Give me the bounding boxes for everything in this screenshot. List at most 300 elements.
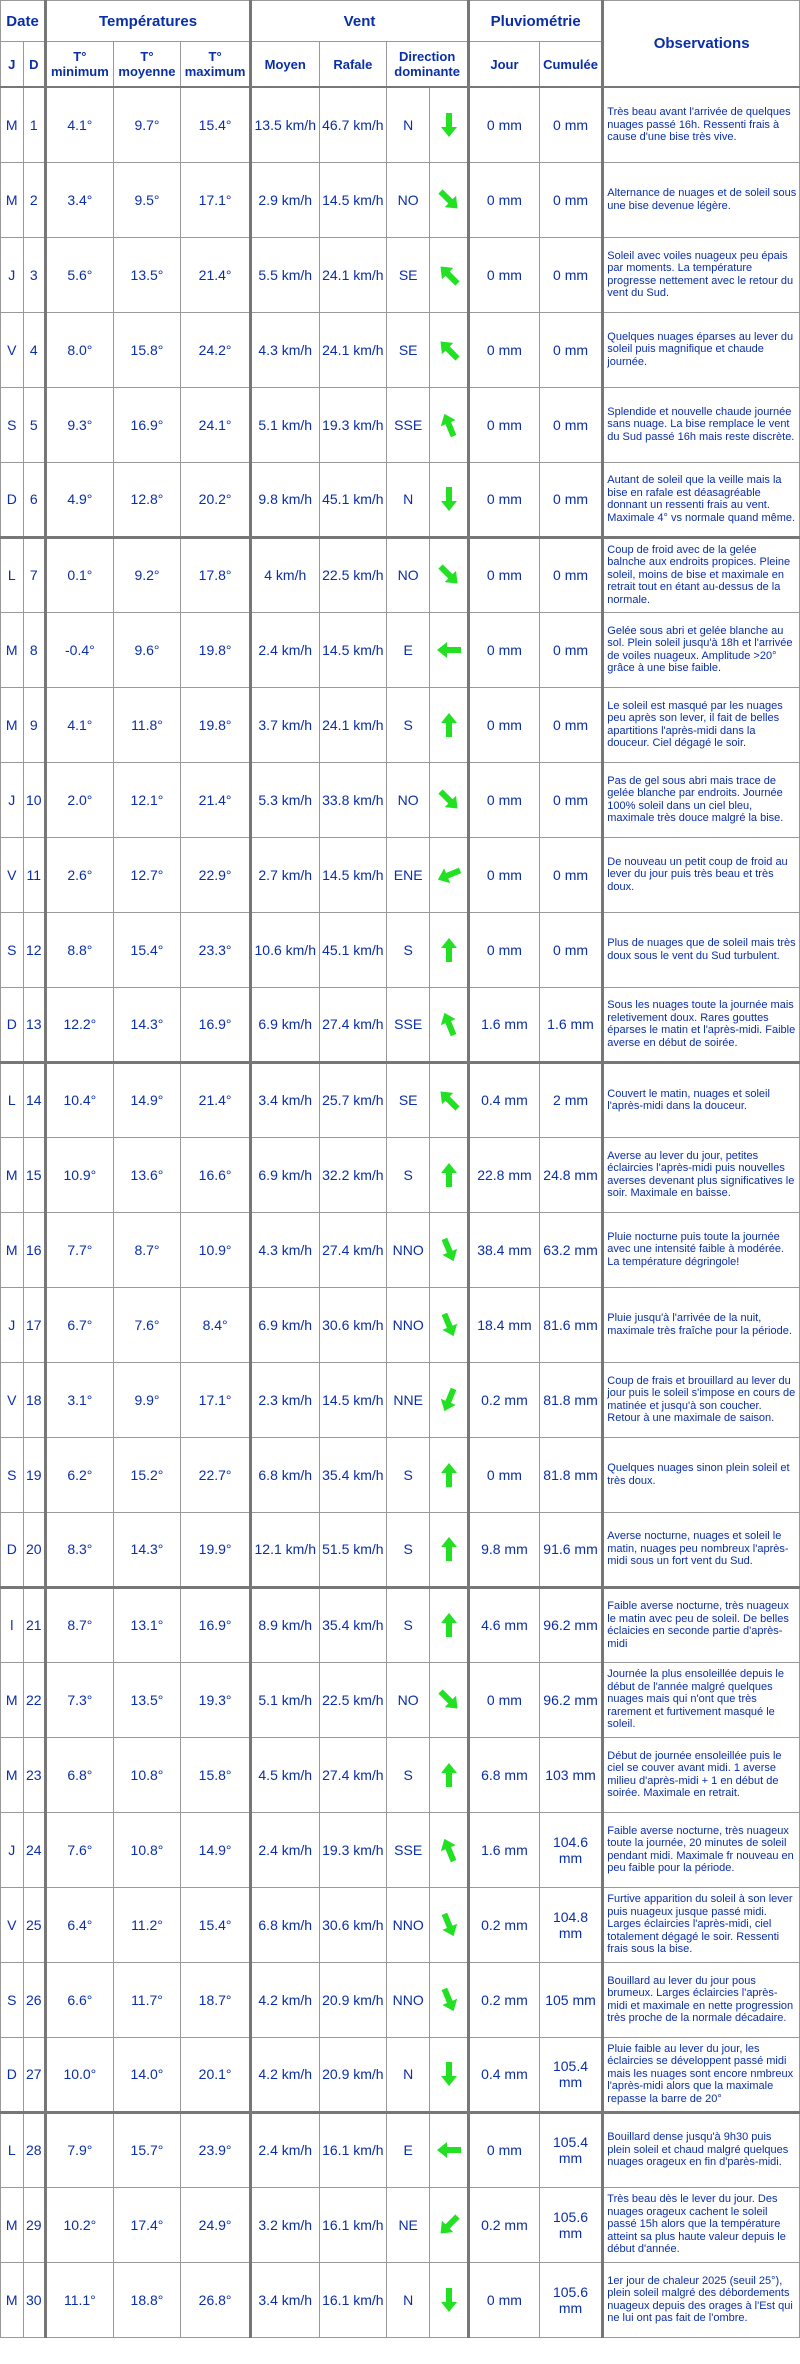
day-letter: V — [1, 1887, 24, 1962]
wind-arrow-icon — [430, 837, 469, 912]
temp-max: 20.2° — [181, 462, 251, 537]
wind-arrow-icon — [430, 387, 469, 462]
wind-direction: NE — [387, 2187, 430, 2262]
day-letter: J — [1, 237, 24, 312]
wind-arrow-icon — [430, 1962, 469, 2037]
temp-max: 19.8° — [181, 612, 251, 687]
observation — [603, 162, 800, 237]
table-row — [1, 312, 800, 387]
observation — [603, 1137, 800, 1212]
wind-mean: 4.2 km/h — [250, 1962, 319, 2037]
day-number: 29 — [23, 2187, 46, 2262]
observation — [603, 1587, 800, 1662]
day-number: 20 — [23, 1512, 46, 1587]
table-row — [1, 1137, 800, 1212]
wind-direction: SSE — [387, 387, 430, 462]
day-letter: L — [1, 2112, 24, 2187]
day-letter: D — [1, 1512, 24, 1587]
temp-max: 16.6° — [181, 1137, 251, 1212]
header-pluie-cumulee: Cumulée — [539, 42, 603, 88]
header-jour-mois: D — [23, 42, 46, 88]
wind-direction: NO — [387, 162, 430, 237]
temp-moy: 9.6° — [113, 612, 181, 687]
header-temperatures: Températures — [46, 1, 251, 42]
temp-moy: 9.2° — [113, 537, 181, 612]
header-jour-semaine: J — [1, 42, 24, 88]
day-number: 30 — [23, 2262, 46, 2337]
temp-min: 3.4° — [46, 162, 114, 237]
wind-direction: S — [387, 1437, 430, 1512]
table-row — [1, 1737, 800, 1812]
wind-arrow-icon — [430, 537, 469, 612]
observation-text: Autant de soleil que la veille mais la bise en rafale est déasagréable donnant un ressenti frais au vent. Maximale 4° vs normale quand même. — [607, 474, 796, 524]
rain-cumul: 96.2 mm — [539, 1662, 603, 1737]
day-number: 22 — [23, 1662, 46, 1737]
wind-direction: N — [387, 462, 430, 537]
wind-mean: 5.3 km/h — [250, 762, 319, 837]
header-observations: Observations — [603, 1, 800, 88]
temp-max: 8.4° — [181, 1287, 251, 1362]
header-vent: Vent — [250, 1, 468, 42]
wind-mean: 3.2 km/h — [250, 2187, 319, 2262]
observation — [603, 2112, 800, 2187]
observation-text: Couvert le matin, nuages et soleil l'après-midi dans la douceur. — [607, 1087, 770, 1112]
wind-arrow-icon — [430, 237, 469, 312]
wind-direction: NO — [387, 537, 430, 612]
temp-min: 8.3° — [46, 1512, 114, 1587]
table-row — [1, 1362, 800, 1437]
observation — [603, 1662, 800, 1737]
temp-max: 16.9° — [181, 987, 251, 1062]
observation — [603, 1512, 800, 1587]
temp-moy: 13.1° — [113, 1587, 181, 1662]
wind-arrow-icon — [430, 312, 469, 387]
temp-max: 18.7° — [181, 1962, 251, 2037]
wind-mean: 5.1 km/h — [250, 1662, 319, 1737]
temp-min: 8.0° — [46, 312, 114, 387]
observation — [603, 87, 800, 162]
observation — [603, 462, 800, 537]
header-tmax: T° maximum — [181, 42, 251, 88]
temp-moy: 11.8° — [113, 687, 181, 762]
observation — [603, 1212, 800, 1287]
wind-arrow-icon — [430, 162, 469, 237]
rain-day: 0 mm — [469, 912, 540, 987]
rain-cumul: 105 mm — [539, 1962, 603, 2037]
rain-day: 0 mm — [469, 162, 540, 237]
wind-mean: 10.6 km/h — [250, 912, 319, 987]
temp-min: 0.1° — [46, 537, 114, 612]
wind-arrow-icon — [430, 1062, 469, 1137]
temp-min: 5.6° — [46, 237, 114, 312]
wind-gust: 16.1 km/h — [319, 2262, 387, 2337]
temp-max: 22.7° — [181, 1437, 251, 1512]
wind-arrow-icon — [435, 2211, 463, 2239]
observation — [603, 237, 800, 312]
wind-arrow-icon — [435, 561, 463, 589]
wind-gust: 30.6 km/h — [319, 1887, 387, 1962]
wind-gust: 14.5 km/h — [319, 162, 387, 237]
rain-day: 0 mm — [469, 1662, 540, 1737]
wind-direction: SE — [387, 237, 430, 312]
temp-moy: 9.5° — [113, 162, 181, 237]
wind-arrow-icon — [435, 1010, 463, 1038]
observation — [603, 387, 800, 462]
rain-day: 0.4 mm — [469, 2037, 540, 2112]
temp-max: 19.3° — [181, 1662, 251, 1737]
wind-arrow-icon — [430, 1887, 469, 1962]
wind-direction: SSE — [387, 987, 430, 1062]
observation — [603, 1437, 800, 1512]
table-row — [1, 687, 800, 762]
day-number: 27 — [23, 2037, 46, 2112]
header-direction: Direction dominante — [387, 42, 469, 88]
wind-arrow-icon — [435, 1386, 463, 1414]
wind-direction: S — [387, 1512, 430, 1587]
temp-min: 10.0° — [46, 2037, 114, 2112]
temp-moy: 18.8° — [113, 2262, 181, 2337]
wind-mean: 12.1 km/h — [250, 1512, 319, 1587]
rain-cumul: 1.6 mm — [539, 987, 603, 1062]
day-letter: V — [1, 312, 24, 387]
temp-moy: 12.7° — [113, 837, 181, 912]
rain-cumul: 0 mm — [539, 537, 603, 612]
wind-direction: NO — [387, 762, 430, 837]
wind-mean: 2.9 km/h — [250, 162, 319, 237]
temp-max: 20.1° — [181, 2037, 251, 2112]
wind-direction: S — [387, 1737, 430, 1812]
temp-min: 6.4° — [46, 1887, 114, 1962]
temp-min: 6.6° — [46, 1962, 114, 2037]
wind-gust: 14.5 km/h — [319, 612, 387, 687]
wind-arrow-icon — [435, 1311, 463, 1339]
wind-gust: 19.3 km/h — [319, 387, 387, 462]
day-letter: l — [1, 1587, 24, 1662]
wind-gust: 35.4 km/h — [319, 1587, 387, 1662]
wind-direction: NNO — [387, 1212, 430, 1287]
rain-day: 38.4 mm — [469, 1212, 540, 1287]
wind-gust: 14.5 km/h — [319, 1362, 387, 1437]
observation — [603, 912, 800, 987]
day-letter: S — [1, 1437, 24, 1512]
temp-max: 21.4° — [181, 1062, 251, 1137]
rain-cumul: 81.6 mm — [539, 1287, 603, 1362]
wind-arrow-icon — [435, 786, 463, 814]
wind-arrow-icon — [435, 1236, 463, 1264]
rain-cumul: 2 mm — [539, 1062, 603, 1137]
temp-moy: 12.8° — [113, 462, 181, 537]
rain-day: 0 mm — [469, 612, 540, 687]
wind-gust: 16.1 km/h — [319, 2112, 387, 2187]
wind-arrow-icon — [430, 2037, 469, 2112]
wind-direction: SE — [387, 1062, 430, 1137]
temp-moy: 13.5° — [113, 1662, 181, 1737]
observation-text: Soleil avec voiles nuageux peu épais par moments. La température progresse nettement avec le retour du vent du Sud. — [607, 249, 794, 299]
wind-gust: 30.6 km/h — [319, 1287, 387, 1362]
table-row — [1, 2112, 800, 2187]
day-letter: J — [1, 762, 24, 837]
wind-gust: 45.1 km/h — [319, 462, 387, 537]
day-letter: M — [1, 162, 24, 237]
day-number: 23 — [23, 1737, 46, 1812]
temp-max: 26.8° — [181, 2262, 251, 2337]
wind-direction: NNO — [387, 1287, 430, 1362]
rain-day: 0.2 mm — [469, 1962, 540, 2037]
table-row — [1, 1437, 800, 1512]
day-number: 13 — [23, 987, 46, 1062]
table-row — [1, 612, 800, 687]
observation-text: Quelques nuages sinon plein soleil et très doux. — [607, 1462, 790, 1487]
observation-text: Pluie faible au lever du jour, les éclaircies se développent passé midi mais les nuages sont encore nmbreux l'après-midi alors que la maximale repasse la barre de 20° — [607, 2042, 794, 2105]
table-row — [1, 1212, 800, 1287]
temp-min: 10.4° — [46, 1062, 114, 1137]
wind-gust: 27.4 km/h — [319, 987, 387, 1062]
rain-day: 0.2 mm — [469, 2187, 540, 2262]
header-pluviometrie: Pluviométrie — [469, 1, 603, 42]
temp-min: 8.7° — [46, 1587, 114, 1662]
wind-mean: 13.5 km/h — [250, 87, 319, 162]
wind-direction: S — [387, 1587, 430, 1662]
temp-moy: 12.1° — [113, 762, 181, 837]
wind-gust: 22.5 km/h — [319, 1662, 387, 1737]
temp-moy: 13.5° — [113, 237, 181, 312]
rain-day: 0 mm — [469, 87, 540, 162]
temp-min: 6.8° — [46, 1737, 114, 1812]
observation — [603, 612, 800, 687]
wind-arrow-icon — [430, 1812, 469, 1887]
observation-text: Bouillard dense jusqu'à 9h30 puis plein soleil et chaud malgré quelques nuages orageux en fin d'parès-midi. — [607, 2131, 789, 2169]
observation-text: Averse nocturne, nuages et soleil le matin, nuages peu nombreux l'après-midi sous un fort vent du Sud. — [607, 1530, 789, 1568]
table-row — [1, 1587, 800, 1662]
observation-text: Plus de nuages que de soleil mais très doux sous le vent du Sud turbulent. — [607, 937, 796, 962]
wind-mean: 2.4 km/h — [250, 1812, 319, 1887]
day-number: 4 — [23, 312, 46, 387]
wind-arrow-icon — [435, 261, 463, 289]
table-row — [1, 2187, 800, 2262]
observation-text: Quelques nuages éparses au lever du soleil puis magnifique et chaude journée. — [607, 330, 794, 368]
observation-text: Gelée sous abri et gelée blanche au sol. Plein soleil jusqu'à 18h et l'arrivée de voiles nuageux. Amplitude >20° grâce à une bise faible. — [607, 624, 793, 674]
day-number: 18 — [23, 1362, 46, 1437]
temp-min: 7.9° — [46, 2112, 114, 2187]
day-letter: V — [1, 837, 24, 912]
rain-cumul: 0 mm — [539, 762, 603, 837]
observation — [603, 1737, 800, 1812]
wind-arrow-icon — [435, 111, 463, 139]
day-letter: S — [1, 1962, 24, 2037]
rain-day: 0 mm — [469, 762, 540, 837]
day-letter: M — [1, 687, 24, 762]
temp-max: 23.3° — [181, 912, 251, 987]
wind-arrow-icon — [435, 1086, 463, 1114]
temp-max: 19.8° — [181, 687, 251, 762]
rain-cumul: 104.6 mm — [539, 1812, 603, 1887]
rain-day: 0 mm — [469, 537, 540, 612]
day-letter: M — [1, 1737, 24, 1812]
table-row — [1, 1062, 800, 1137]
header-tmin: T° minimum — [46, 42, 114, 88]
observation-text: Coup de frais et brouillard au lever du jour puis le soleil s'impose en cours de matinée et jusqu'à son coucher. Retour à une maximale de saison. — [607, 1374, 796, 1424]
observation — [603, 1962, 800, 2037]
wind-gust: 24.1 km/h — [319, 237, 387, 312]
temp-moy: 10.8° — [113, 1737, 181, 1812]
wind-gust: 14.5 km/h — [319, 837, 387, 912]
wind-mean: 2.3 km/h — [250, 1362, 319, 1437]
day-letter: D — [1, 987, 24, 1062]
temp-moy: 17.4° — [113, 2187, 181, 2262]
wind-arrow-icon — [435, 1461, 463, 1489]
observation-text: De nouveau un petit coup de froid au lever du jour puis très beau et très doux. — [607, 855, 788, 893]
day-letter: S — [1, 912, 24, 987]
table-row — [1, 462, 800, 537]
observation-text: Splendide et nouvelle chaude journée sans nuage. La bise remplace le vent du Sud passé 16h mais reste discrète. — [607, 405, 795, 443]
wind-gust: 20.9 km/h — [319, 1962, 387, 2037]
temp-min: 7.6° — [46, 1812, 114, 1887]
wind-direction: NO — [387, 1662, 430, 1737]
wind-arrow-icon — [435, 936, 463, 964]
rain-day: 18.4 mm — [469, 1287, 540, 1362]
day-letter: D — [1, 2037, 24, 2112]
wind-arrow-icon — [430, 987, 469, 1062]
temp-min: 7.7° — [46, 1212, 114, 1287]
day-number: 24 — [23, 1812, 46, 1887]
day-number: 3 — [23, 237, 46, 312]
temp-max: 24.9° — [181, 2187, 251, 2262]
observation — [603, 687, 800, 762]
rain-day: 0 mm — [469, 237, 540, 312]
temp-max: 15.8° — [181, 1737, 251, 1812]
temp-max: 17.1° — [181, 162, 251, 237]
wind-direction: S — [387, 912, 430, 987]
observation-text: Bouillard au lever du jour pous brumeux. Larges éclaircies l'après-midi et maximale en nette progression très proche de la normale décadaire. — [607, 1974, 794, 2024]
temp-max: 15.4° — [181, 87, 251, 162]
observation — [603, 2037, 800, 2112]
wind-arrow-icon — [435, 2060, 463, 2088]
observation-text: Pluie nocturne puis toute la journée avec une intensité faible à modérée. La température dégringole! — [607, 1230, 784, 1268]
wind-direction: NNE — [387, 1362, 430, 1437]
wind-arrow-icon — [430, 2262, 469, 2337]
observation — [603, 312, 800, 387]
wind-direction: S — [387, 1137, 430, 1212]
rain-cumul: 105.4 mm — [539, 2037, 603, 2112]
wind-mean: 9.8 km/h — [250, 462, 319, 537]
day-number: 19 — [23, 1437, 46, 1512]
wind-mean: 5.5 km/h — [250, 237, 319, 312]
temp-moy: 8.7° — [113, 1212, 181, 1287]
wind-mean: 3.7 km/h — [250, 687, 319, 762]
observation-text: Très beau avant l'arrivée de quelques nuages passé 16h. Ressenti frais à cause d'une bise très vive. — [607, 106, 791, 143]
wind-gust: 27.4 km/h — [319, 1737, 387, 1812]
wind-mean: 4.2 km/h — [250, 2037, 319, 2112]
temp-moy: 15.8° — [113, 312, 181, 387]
wind-mean: 3.4 km/h — [250, 2262, 319, 2337]
day-number: 15 — [23, 1137, 46, 1212]
rain-day: 4.6 mm — [469, 1587, 540, 1662]
wind-arrow-icon — [430, 1512, 469, 1587]
temp-moy: 16.9° — [113, 387, 181, 462]
day-number: 11 — [23, 837, 46, 912]
temp-min: 4.9° — [46, 462, 114, 537]
day-number: 10 — [23, 762, 46, 837]
table-row — [1, 87, 800, 162]
day-letter: D — [1, 462, 24, 537]
header-tmoy: T° moyenne — [113, 42, 181, 88]
observation-text: Faible averse nocturne, très nuageux toute la journée, 20 minutes de soleil pendant midi. Maximale fr nouveau en peu faible pour la période. — [607, 1824, 794, 1874]
temp-min: 10.2° — [46, 2187, 114, 2262]
temp-min: -0.4° — [46, 612, 114, 687]
temp-max: 21.4° — [181, 762, 251, 837]
observation-text: Alternance de nuages et de soleil sous une bise devenue légère. — [607, 187, 797, 212]
wind-mean: 5.1 km/h — [250, 387, 319, 462]
temp-max: 24.2° — [181, 312, 251, 387]
wind-arrow-icon — [430, 1137, 469, 1212]
temp-max: 16.9° — [181, 1587, 251, 1662]
day-letter: M — [1, 2187, 24, 2262]
wind-mean: 4.5 km/h — [250, 1737, 319, 1812]
observation — [603, 2262, 800, 2337]
header-vent-moyen: Moyen — [250, 42, 319, 88]
wind-mean: 6.8 km/h — [250, 1437, 319, 1512]
day-letter: M — [1, 1662, 24, 1737]
wind-arrow-icon — [435, 1761, 463, 1789]
wind-mean: 4.3 km/h — [250, 1212, 319, 1287]
temp-moy: 9.9° — [113, 1362, 181, 1437]
temp-min: 4.1° — [46, 87, 114, 162]
wind-arrow-icon — [435, 1161, 463, 1189]
rain-cumul: 105.6 mm — [539, 2262, 603, 2337]
wind-mean: 4.3 km/h — [250, 312, 319, 387]
table-row — [1, 2262, 800, 2337]
table-row — [1, 837, 800, 912]
wind-gust: 24.1 km/h — [319, 687, 387, 762]
table-row — [1, 162, 800, 237]
temp-moy: 15.4° — [113, 912, 181, 987]
rain-cumul: 0 mm — [539, 912, 603, 987]
day-number: 1 — [23, 87, 46, 162]
table-row — [1, 987, 800, 1062]
wind-arrow-icon — [435, 1986, 463, 2014]
wind-arrow-icon — [435, 1535, 463, 1563]
temp-max: 10.9° — [181, 1212, 251, 1287]
wind-mean: 2.7 km/h — [250, 837, 319, 912]
temp-moy: 14.9° — [113, 1062, 181, 1137]
rain-day: 0 mm — [469, 2262, 540, 2337]
rain-day: 22.8 mm — [469, 1137, 540, 1212]
temp-moy: 13.6° — [113, 1137, 181, 1212]
wind-gust: 22.5 km/h — [319, 537, 387, 612]
wind-gust: 32.2 km/h — [319, 1137, 387, 1212]
observation — [603, 1062, 800, 1137]
temp-moy: 14.3° — [113, 987, 181, 1062]
temp-min: 2.0° — [46, 762, 114, 837]
temp-min: 6.2° — [46, 1437, 114, 1512]
wind-arrow-icon — [435, 336, 463, 364]
wind-direction: SE — [387, 312, 430, 387]
table-row — [1, 1287, 800, 1362]
table-header — [1, 1, 800, 88]
day-number: 9 — [23, 687, 46, 762]
wind-direction: N — [387, 87, 430, 162]
rain-day: 0 mm — [469, 312, 540, 387]
wind-arrow-icon — [435, 1611, 463, 1639]
temp-min: 12.2° — [46, 987, 114, 1062]
observation — [603, 1812, 800, 1887]
wind-arrow-icon — [435, 2136, 463, 2164]
wind-gust: 35.4 km/h — [319, 1437, 387, 1512]
rain-day: 0 mm — [469, 387, 540, 462]
day-number: 28 — [23, 2112, 46, 2187]
wind-arrow-icon — [430, 687, 469, 762]
temp-moy: 7.6° — [113, 1287, 181, 1362]
